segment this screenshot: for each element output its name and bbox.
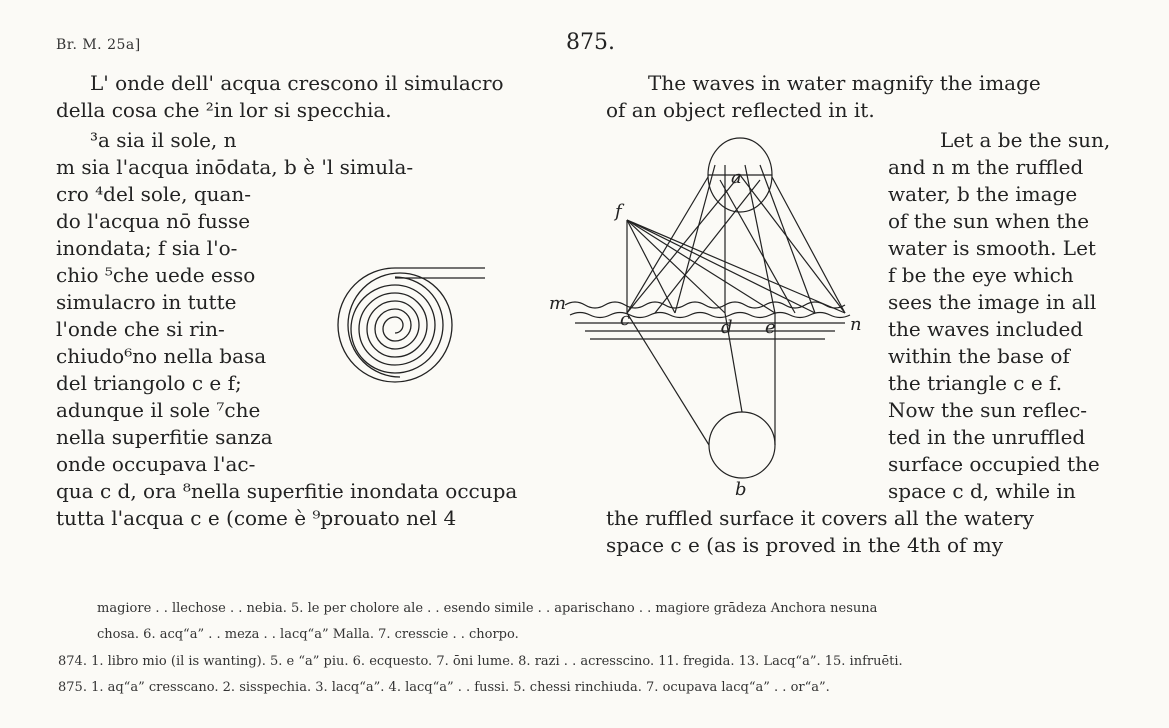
english-line: Now the sun reflec- (888, 398, 1088, 422)
english-line: The waves in water magnify the image (648, 71, 1041, 95)
folio-reference: Br. M. 25a] (56, 37, 141, 53)
english-line: the ruffled surface it covers all the watery (606, 506, 1034, 530)
italian-line: adunque il sole ⁷che (56, 398, 261, 422)
footnote-line: magiore . . llechose . . nebia. 5. le per cholore ale . . esendo simile . . aparischano . . magiore grādeza Anchora nesuna (97, 601, 878, 616)
english-line: the triangle c e f. (888, 371, 1063, 395)
english-line: of an object reflected in it. (606, 98, 875, 122)
italian-line: chio ⁵che uede esso (56, 263, 256, 287)
english-line: and n m the ruffled (888, 155, 1084, 179)
label-a: a (731, 167, 742, 188)
italian-line: tutta l'acqua c e (come è ⁹prouato nel 4 (56, 506, 457, 530)
italian-line: chiudo⁶no nella basa (56, 344, 267, 368)
footnote-line: chosa. 6. acq“a” . . meza . . lacq“a” Malla. 7. cresscie . . chorpo. (97, 627, 519, 642)
label-c: c (620, 309, 631, 330)
italian-line: onde occupava l'ac- (56, 452, 256, 476)
reflection-figure (545, 125, 885, 500)
label-m: m (549, 293, 567, 314)
italian-line: nella superfitie sanza (56, 425, 273, 449)
english-line: the waves included (888, 317, 1084, 341)
page-number: 875. (566, 30, 615, 55)
italian-line: L' onde dell' acqua crescono il simulacro (90, 71, 504, 95)
italian-line: do l'acqua nō fusse (56, 209, 251, 233)
italian-line: m sia l'acqua inōdata, b è 'l simula- (56, 155, 414, 179)
spiral-figure (325, 255, 500, 395)
english-line: f be the eye which (888, 263, 1074, 287)
italian-line: cro ⁴del sole, quan- (56, 182, 252, 206)
label-f: f (615, 201, 622, 222)
english-line: surface occupied the (888, 452, 1100, 476)
spiral-path (338, 268, 452, 382)
english-line: space c e (as is proved in the 4th of my (606, 533, 1004, 557)
eye-rays (627, 220, 845, 313)
label-e: e (765, 317, 776, 338)
italian-line: qua c d, ora ⁸nella superfitie inondata occupa (56, 479, 518, 503)
italian-line: del triangolo c e f; (56, 371, 242, 395)
english-line: sees the image in all (888, 290, 1097, 314)
label-n: n (850, 314, 862, 335)
english-line: of the sun when the (888, 209, 1090, 233)
label-d: d (721, 317, 733, 338)
italian-line: della cosa che ²in lor si specchia. (56, 98, 392, 122)
english-line: ted in the unruffled (888, 425, 1086, 449)
english-line: space c d, while in (888, 479, 1076, 503)
footnote-line: 875. 1. aq“a” cresscano. 2. sisspechia. 3. lacq“a”. 4. lacq“a” . . fussi. 5. chessi rinchiuda. 7. ocupava lacq“a” . . or“a”. (58, 680, 830, 695)
italian-line: inondata; f sia l'o- (56, 236, 238, 260)
english-line: within the base of (888, 344, 1070, 368)
italian-line: ³a sia il sole, n (90, 128, 237, 152)
label-b: b (735, 479, 747, 500)
english-line: water, b the image (888, 182, 1078, 206)
italian-line: l'onde che si rin- (56, 317, 225, 341)
footnote-line: 874. 1. libro mio (il is wanting). 5. e “a” piu. 6. ecquesto. 7. ōni lume. 8. razi . . acresscino. 11. fregida. 13. Lacq“a”. 15. infruēti. (58, 654, 903, 669)
italian-line: simulacro in tutte (56, 290, 237, 314)
english-line: water is smooth. Let (888, 236, 1096, 260)
english-line: Let a be the sun, (940, 128, 1111, 152)
image-circle (709, 412, 775, 478)
